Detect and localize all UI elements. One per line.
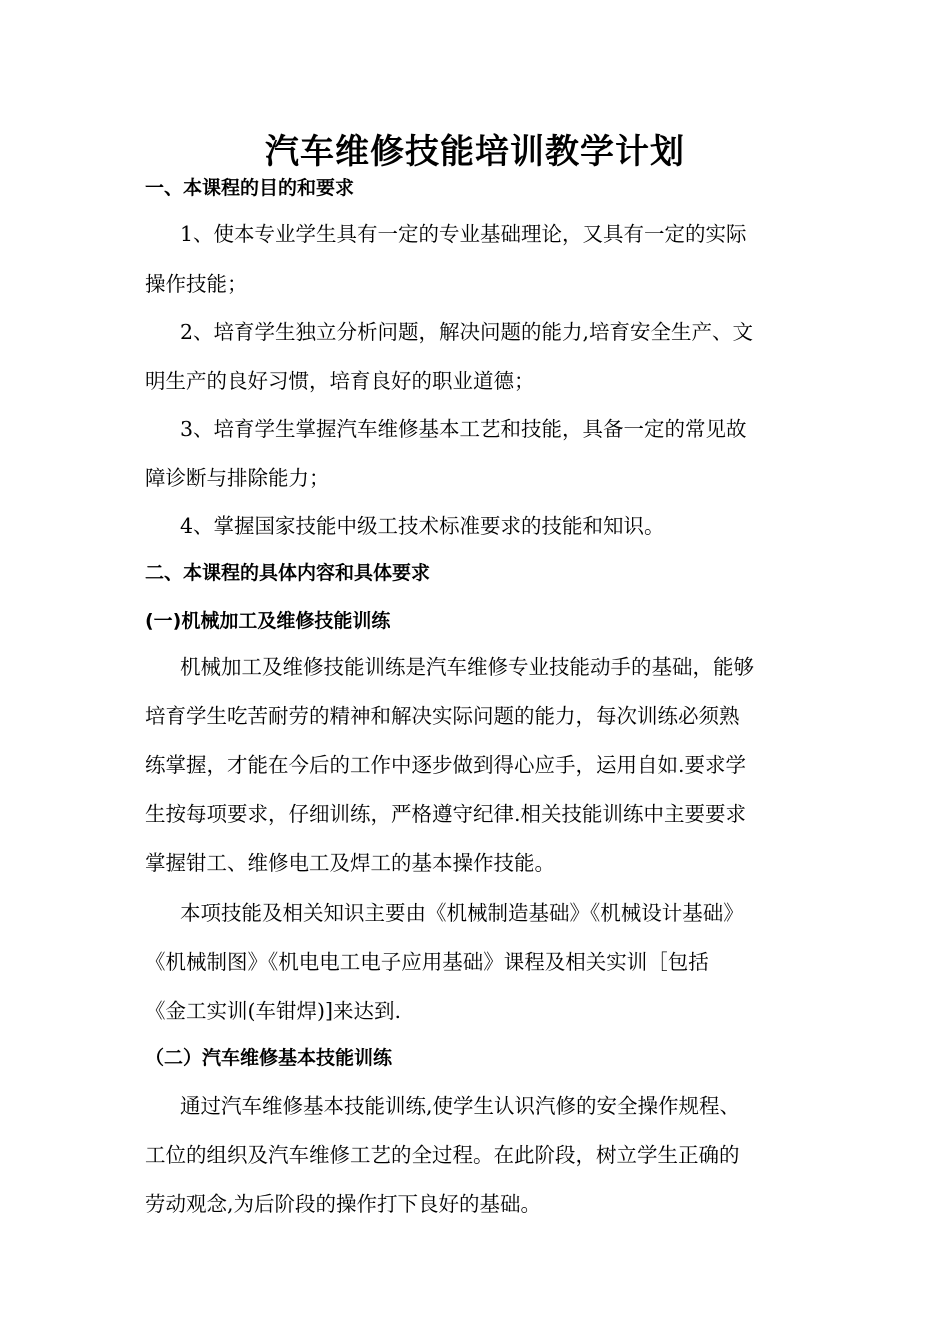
paragraph-2-line-2: 《机械制图》《机电电工电子应用基础》课程及相关实训［包括 — [145, 950, 709, 974]
paragraph-3-line-2: 工位的组织及汽车维修工艺的全过程。在此阶段，树立学生正确的 — [145, 1143, 740, 1167]
list-item-1-line-1: 1、使本专业学生具有一定的专业基础理论，又具有一定的实际 — [180, 222, 747, 246]
list-item-4-line-1: 4、掌握国家技能中级工技术标准要求的技能和知识。 — [180, 514, 665, 538]
paragraph-2-line-1: 本项技能及相关知识主要由《机械制造基础》《机械设计基础》 — [180, 901, 744, 925]
paragraph-1-line-4: 生按每项要求，仔细训练，严格遵守纪律.相关技能训练中主要要求 — [145, 802, 747, 826]
paragraph-1-line-2: 培育学生吃苦耐劳的精神和解决实际问题的能力，每次训练必须熟 — [145, 704, 740, 728]
subsection-heading-2: （二）汽车维修基本技能训练 — [145, 1047, 393, 1069]
paragraph-2-line-3: 《金工实训(车钳焊)]来达到. — [145, 999, 402, 1023]
section-heading-1: 一、本课程的目的和要求 — [145, 177, 355, 199]
list-item-3-line-1: 3、培育学生掌握汽车维修基本工艺和技能，具备一定的常见故 — [180, 417, 747, 441]
list-item-3-line-2: 障诊断与排除能力； — [145, 466, 330, 490]
list-item-2-line-1: 2、培育学生独立分析问题，解决问题的能力,培育安全生产、文 — [180, 320, 754, 344]
section-heading-2: 二、本课程的具体内容和具体要求 — [145, 562, 431, 584]
paragraph-1-line-3: 练掌握，才能在今后的工作中逐步做到得心应手，运用自如.要求学 — [145, 753, 747, 777]
subsection-heading-1: (一)机械加工及维修技能训练 — [145, 610, 391, 632]
list-item-2-line-2: 明生产的良好习惯，培育良好的职业道德； — [145, 369, 535, 393]
paragraph-1-line-5: 掌握钳工、维修电工及焊工的基本操作技能。 — [145, 851, 555, 875]
paragraph-3-line-3: 劳动观念,为后阶段的操作打下良好的基础。 — [145, 1192, 542, 1216]
paragraph-1-line-1: 机械加工及维修技能训练是汽车维修专业技能动手的基础，能够 — [180, 655, 754, 679]
paragraph-3-line-1: 通过汽车维修基本技能训练,使学生认识汽修的安全操作规程、 — [180, 1094, 741, 1118]
list-item-1-line-2: 操作技能； — [145, 272, 248, 296]
page-title: 汽车维修技能培训教学计划 — [265, 132, 685, 172]
